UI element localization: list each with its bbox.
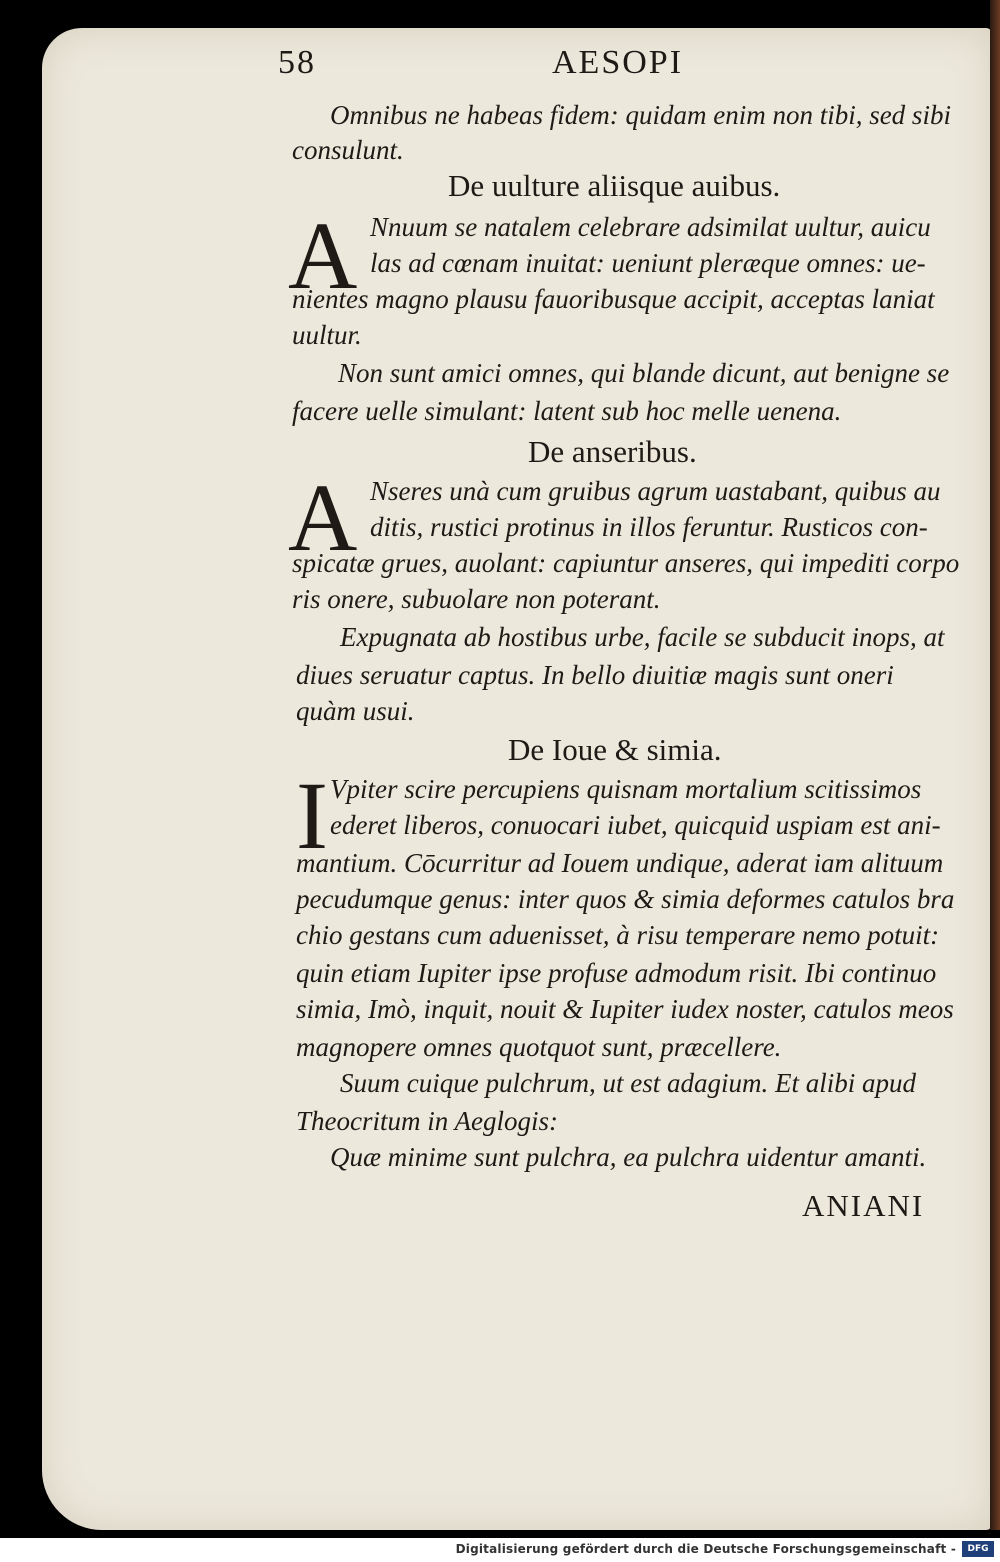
- moral-line: Quæ minime sunt pulchra, ea pulchra uidentur amanti.: [330, 1142, 927, 1172]
- fable-line: magnopere omnes quotquot sunt, præcellere.: [296, 1032, 782, 1062]
- initial-letter: I: [296, 762, 328, 869]
- fable-title: De Ioue & simia.: [508, 732, 722, 767]
- catchword: ANIANI: [802, 1188, 925, 1223]
- fable-line: uultur.: [292, 320, 362, 350]
- fable-line: ditis, rustici protinus in illos feruntur. Rusticos con-: [370, 512, 928, 542]
- funding-note: Digitalisierung gefördert durch die Deutsche Forschungsgemeinschaft -: [455, 1542, 956, 1556]
- fable-line: Nseres unà cum gruibus agrum uastabant, quibus au: [370, 476, 941, 506]
- fable-line: Nnuum se natalem celebrare adsimilat uultur, auicu: [370, 212, 931, 242]
- fable-line: las ad cœnam inuitat: ueniunt pleræque omnes: ue-: [370, 248, 926, 278]
- fable-line: simia, Imò, inquit, nouit & Iupiter iudex noster, catulos meos: [296, 994, 954, 1024]
- fable-title: De anseribus.: [528, 434, 697, 469]
- moral-tail-line: Omnibus ne habeas fidem: quidam enim non tibi, sed sibi: [330, 100, 951, 130]
- initial-letter: A: [288, 464, 358, 571]
- running-title: AESOPI: [552, 44, 684, 81]
- moral-line: facere uelle simulant: latent sub hoc melle uenena.: [292, 396, 842, 426]
- moral-line: quàm usui.: [296, 696, 415, 726]
- fable-line: spicatæ grues, auolant: capiuntur anseres, qui impediti corpo: [292, 548, 960, 578]
- moral-line: diues seruatur captus. In bello diuitiæ magis sunt oneri: [296, 660, 894, 690]
- fable-title: De uulture aliisque auibus.: [448, 168, 781, 203]
- moral-line: Expugnata ab hostibus urbe, facile se subducit inops, at: [340, 622, 945, 652]
- moral-line: Non sunt amici omnes, qui blande dicunt, aut benigne se: [338, 358, 950, 388]
- moral-line: Suum cuique pulchrum, ut est adagium. Et alibi apud: [340, 1068, 916, 1098]
- fable-line: ris onere, subuolare non poterant.: [292, 584, 661, 614]
- moral-line: Theocritum in Aeglogis:: [296, 1106, 558, 1136]
- book-edge: [990, 0, 1000, 1530]
- moral-tail-line: consulunt.: [292, 135, 404, 165]
- dfg-logo: DFG: [962, 1541, 994, 1557]
- fable-line: chio gestans cum aduenisset, à risu temperare nemo potuit:: [296, 920, 940, 950]
- fable-line: mantium. Cōcurritur ad Iouem undique, aderat iam alituum: [296, 848, 944, 878]
- fable-line: quin etiam Iupiter ipse profuse admodum risit. Ibi continuo: [296, 958, 937, 988]
- page-number: 58: [278, 44, 316, 81]
- fable-line: ederet liberos, conuocari iubet, quicquid uspiam est ani-: [330, 810, 941, 840]
- digitization-footer: [0, 1538, 1000, 1562]
- initial-letter: A: [288, 202, 358, 309]
- fable-line: Vpiter scire percupiens quisnam mortalium scitissimos: [330, 774, 922, 804]
- fable-line: nientes magno plausu fauoribusque accipit, acceptas laniat: [292, 284, 935, 314]
- fable-line: pecudumque genus: inter quos & simia deformes catulos bra: [296, 884, 955, 914]
